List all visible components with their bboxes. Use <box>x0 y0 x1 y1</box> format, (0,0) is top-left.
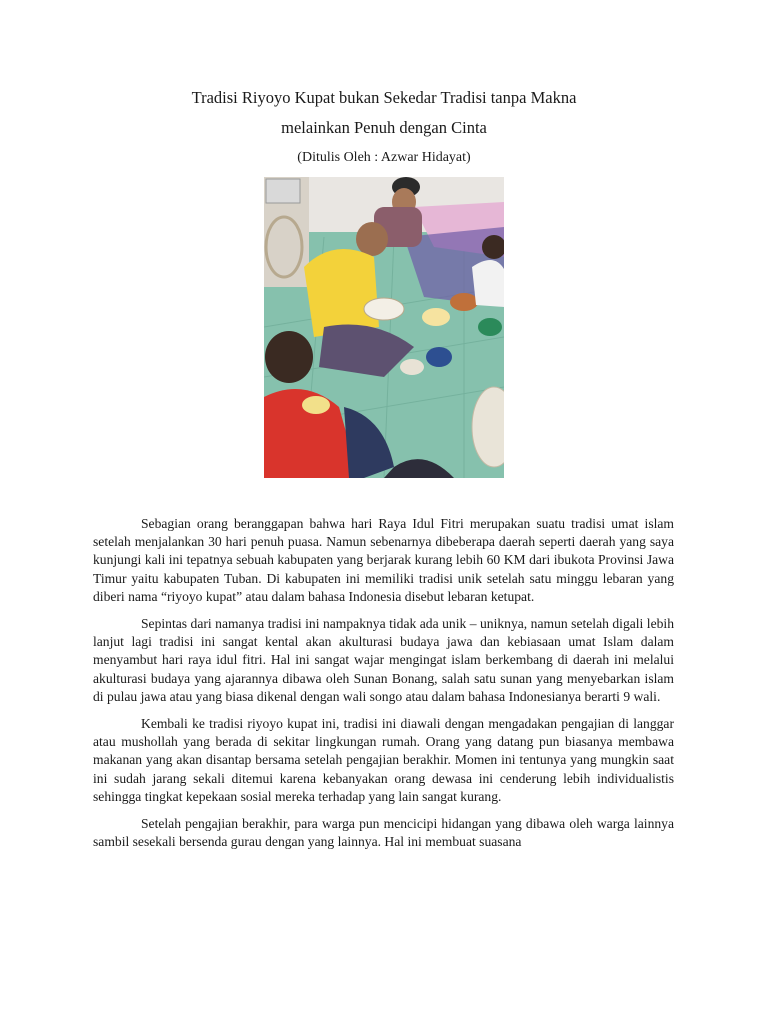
gathering-photo-illustration <box>264 177 504 478</box>
paragraph-3: Kembali ke tradisi riyoyo kupat ini, tradisi ini diawali dengan mengadakan pengajian di langgar atau mushollah yang berada di sekitar lingkungan rumah. Orang yang datang pun biasanya membawa makanan yang akan disantap bersama setelah pengajian berakhir. Momen ini tentunya yang mungkin saat ini sudah jarang sekali ditemui karena kebanyakan orang dewasa ini cenderung lebih individualistis sehingga tingkat kepekaan sosial mereka terhadap yang lain sangat kurang. <box>93 716 674 804</box>
title-line-1: Tradisi Riyoyo Kupat bukan Sekedar Tradisi tanpa Makna <box>191 88 577 107</box>
paragraph-1: Sebagian orang beranggapan bahwa hari Raya Idul Fitri merupakan suatu tradisi umat islam setelah menjalankan 30 hari penuh puasa. Namun sebenarnya dibeberapa daerah seperti daerah yang saya kunjungi kali ini tepatnya sebuah kabupaten yang berjarak kurang lebih 60 KM dari ibukota Provinsi Jawa Timur yaitu kabupaten Tuban. Di kabupaten ini memiliki tradisi unik setelah satu minggu lebaran yang diberi nama “riyoyo kupat” atau dalam bahasa Indonesia disebut lebaran ketupat. <box>93 516 674 604</box>
article-body <box>93 515 674 860</box>
paragraph-2: Sepintas dari namanya tradisi ini nampaknya tidak ada unik – uniknya, namun setelah digali lebih lanjut lagi tradisi ini sangat kental akan akulturasi budaya jawa dan kebiasaan umat Islam dalam menyambut hari raya idul fitri. Hal ini sangat wajar mengingat islam berkembang di daerah ini melalui akulturasi budaya yang ajarannya dibawa oleh Sunan Bonang, salah satu sunan yang menyebarkan islam di pulau jawa atau yang biasa dikenal dengan wali songo atau dalam bahasa Indonesianya berarti 9 wali. <box>93 616 674 704</box>
gathering-photo <box>264 177 504 478</box>
paragraph-4: Setelah pengajian berakhir, para warga pun mencicipi hidangan yang dibawa oleh warga lainnya sambil sesekali bersenda gurau dengan yang lainnya. Hal ini membuat suasana <box>93 816 674 850</box>
author-byline: (Ditulis Oleh : Azwar Hidayat) <box>297 150 471 165</box>
title-line-2: melainkan Penuh dengan Cinta <box>281 118 487 137</box>
